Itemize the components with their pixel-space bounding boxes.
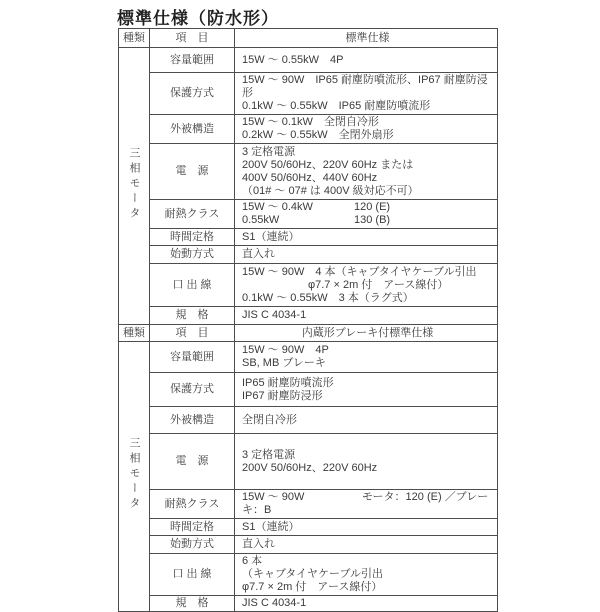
header-item-cell: 項 目 [150, 325, 235, 342]
row-value [235, 229, 498, 246]
table-row [119, 48, 498, 73]
row-label: 口 出 線 [150, 554, 235, 596]
spec-table [118, 28, 498, 612]
value-line [242, 491, 493, 517]
row-value [235, 48, 498, 73]
table-row [119, 307, 498, 325]
value-line: 200V 50/60Hz、220V 60Hz [242, 461, 378, 474]
table-row [119, 519, 498, 536]
page-title: 標準仕様（防水形） [117, 9, 279, 28]
row-label: 規 格 [150, 307, 235, 325]
row-value [235, 115, 498, 144]
value-line: 200V 50/60Hz、220V 60Hz または [242, 158, 414, 171]
value-range: 15W ～ 0.4kW [242, 201, 313, 213]
row-label: 外被構造 [150, 115, 235, 144]
table-row [119, 342, 498, 373]
value-line: 直入れ [242, 248, 275, 260]
section1-header-row [119, 29, 498, 48]
value-rating: 130 (B) [354, 214, 391, 226]
value-line: S1（連続） [242, 520, 300, 533]
row-label: 保護方式 [150, 373, 235, 407]
value-line: 15W ～ 90W IP65 耐塵防噴流形、IP67 耐塵防浸形 [242, 74, 488, 99]
table-row [119, 264, 498, 307]
row-value [235, 407, 498, 434]
row-value [235, 307, 498, 325]
row-value [235, 200, 498, 229]
value-line [242, 201, 493, 214]
value-line: 全閉自冷形 [242, 413, 297, 426]
table-row [119, 373, 498, 407]
section1-category-label: 三相モータ [128, 146, 140, 222]
value-line: 3 定格電源 [242, 145, 296, 158]
value-line: 3 定格電源 [242, 448, 296, 461]
row-label: 電 源 [150, 144, 235, 200]
row-value [235, 264, 498, 307]
value-line: 15W ～ 0.55kW 4P [242, 53, 344, 66]
header-type-cell: 種類 [119, 325, 150, 342]
row-label: 口 出 線 [150, 264, 235, 307]
row-value [235, 73, 498, 115]
value-range: 15W ～ 90W [242, 491, 305, 503]
table-row [119, 246, 498, 264]
row-value [235, 554, 498, 596]
value-line: 6 本 [242, 555, 263, 567]
table-row [119, 144, 498, 200]
row-value [235, 342, 498, 373]
table-row [119, 434, 498, 490]
row-label: 始動方式 [150, 246, 235, 264]
value-line: 15W ～ 0.1kW 全閉自冷形 [242, 116, 379, 128]
row-value [235, 519, 498, 536]
value-line: φ7.7 × 2m 付 アース線付） [242, 581, 383, 593]
table-row [119, 596, 498, 612]
header-type-cell: 種類 [119, 29, 150, 48]
section1-category-cell [119, 48, 150, 325]
value-line: 15W ～ 90W 4 本（キャブタイヤケーブル引出 [242, 265, 477, 278]
row-label: 保護方式 [150, 73, 235, 115]
value-line: SB, MB ブレーキ [242, 357, 326, 369]
value-line: JIS C 4034-1 [242, 309, 307, 321]
row-label: 耐熱クラス [150, 200, 235, 229]
row-value [235, 246, 498, 264]
value-line: （キャブタイヤケーブル引出 [242, 568, 384, 580]
value-line: 0.2kW ～ 0.55kW 全閉外扇形 [242, 129, 394, 141]
table-row [119, 407, 498, 434]
table-row [119, 115, 498, 144]
row-value [235, 434, 498, 490]
value-line: 0.1kW ～ 0.55kW IP65 耐塵防噴流形 [242, 100, 431, 112]
row-label: 耐熱クラス [150, 490, 235, 519]
section1-header-title: 標準仕様 [235, 29, 498, 48]
value-line: （01# ～ 07# は 400V 級対応不可） [242, 184, 419, 197]
row-label: 外被構造 [150, 407, 235, 434]
value-line: IP67 耐塵防浸形 [242, 389, 323, 402]
row-value [235, 536, 498, 554]
row-value [235, 144, 498, 200]
row-label: 電 源 [150, 434, 235, 490]
value-line [242, 214, 493, 227]
row-label: 時間定格 [150, 519, 235, 536]
value-line: 15W ～ 90W 4P [242, 344, 329, 356]
row-value [235, 596, 498, 612]
table-row [119, 554, 498, 596]
section2-category-label: 三相モータ [128, 437, 140, 512]
value-range: 0.55kW [242, 214, 280, 226]
spec-table-body [119, 29, 498, 612]
row-value [235, 490, 498, 519]
section2-header-row [119, 325, 498, 342]
table-row [119, 73, 498, 115]
table-row [119, 490, 498, 519]
row-label: 規 格 [150, 596, 235, 612]
section2-header-title: 内蔵形ブレーキ付標準仕様 [235, 325, 498, 342]
table-row [119, 536, 498, 554]
header-item-cell: 項 目 [150, 29, 235, 48]
value-line: 0.1kW ～ 0.55kW 3 本（ラグ式） [242, 291, 414, 304]
table-row [119, 229, 498, 246]
value-line: φ7.7 × 2m 付 アース線付） [242, 278, 449, 291]
row-value [235, 373, 498, 407]
value-rating: 120 (E) [354, 201, 391, 213]
value-line: 400V 50/60Hz、440V 60Hz [242, 171, 378, 184]
value-line: S1（連続） [242, 230, 300, 243]
value-line: IP65 耐塵防噴流形 [242, 376, 334, 389]
table-row [119, 200, 498, 229]
row-label: 容量範囲 [150, 342, 235, 373]
value-rating: モータ：120 (E) ／ブレーキ：B [242, 491, 489, 516]
section2-category-cell [119, 342, 150, 612]
row-label: 時間定格 [150, 229, 235, 246]
value-line: JIS C 4034-1 [242, 597, 307, 609]
row-label: 始動方式 [150, 536, 235, 554]
value-line: 直入れ [242, 538, 275, 550]
row-label: 容量範囲 [150, 48, 235, 73]
